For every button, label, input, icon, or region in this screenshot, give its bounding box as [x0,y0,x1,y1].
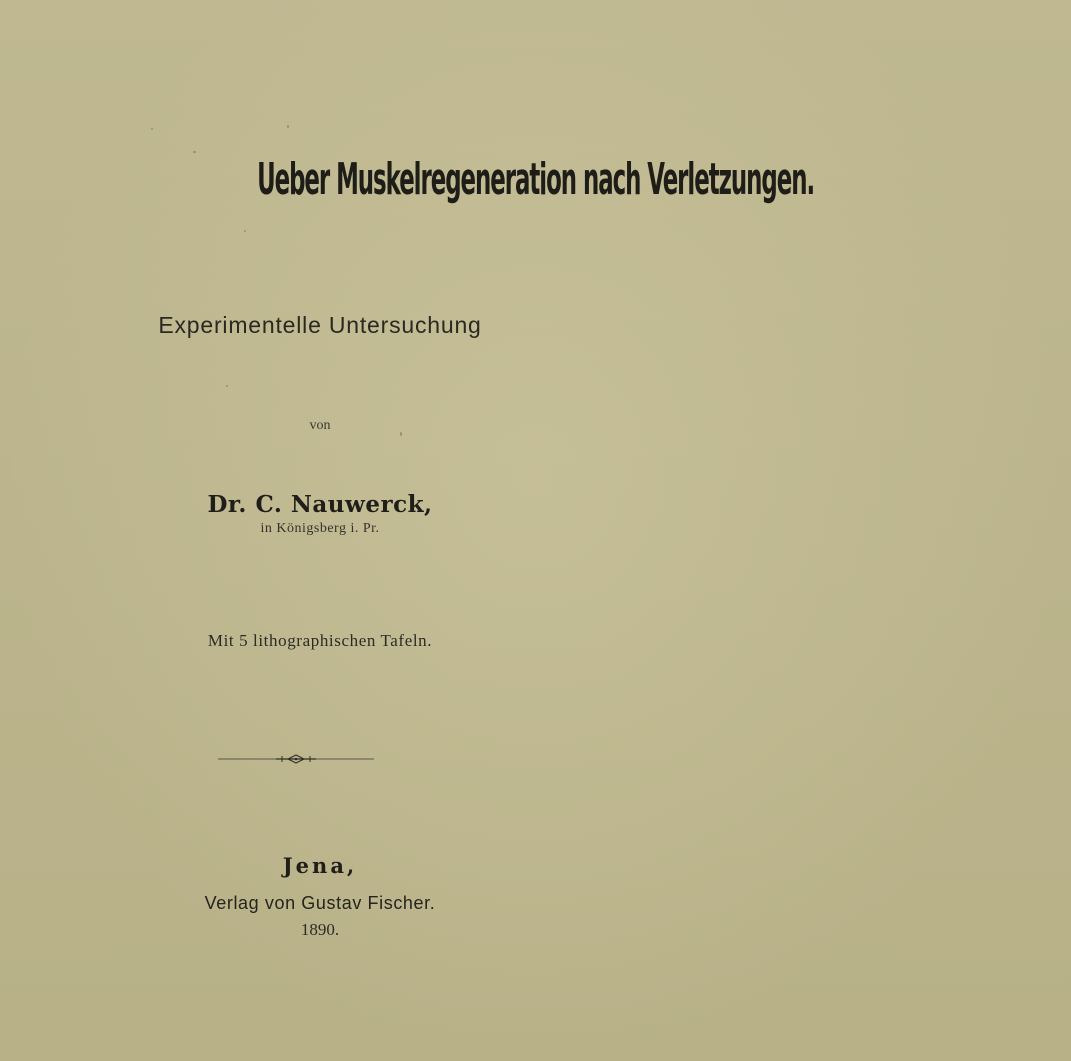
paper-speck [226,385,228,387]
plates-note: Mit 5 lithographischen Tafeln. [207,631,433,650]
publication-year: 1890. [300,920,340,939]
publisher-name: Verlag von Gustav Fischer. [204,893,436,913]
publication-city: Jena, [282,853,358,878]
paper-speck [193,151,196,153]
paper-speck [400,432,402,436]
author-affiliation: in Königsberg i. Pr. [260,521,380,536]
by-line: von [309,418,331,433]
paper-speck [287,125,289,128]
book-subtitle: Experimentelle Untersuchung [158,312,482,338]
ornament-divider [218,752,374,766]
author-name: Dr. C. Nauwerck, [207,491,433,518]
book-title: Ueber Muskelregeneration nach Verletzungen. [257,154,815,205]
paper-speck [151,128,153,130]
paper-speck [244,230,246,232]
